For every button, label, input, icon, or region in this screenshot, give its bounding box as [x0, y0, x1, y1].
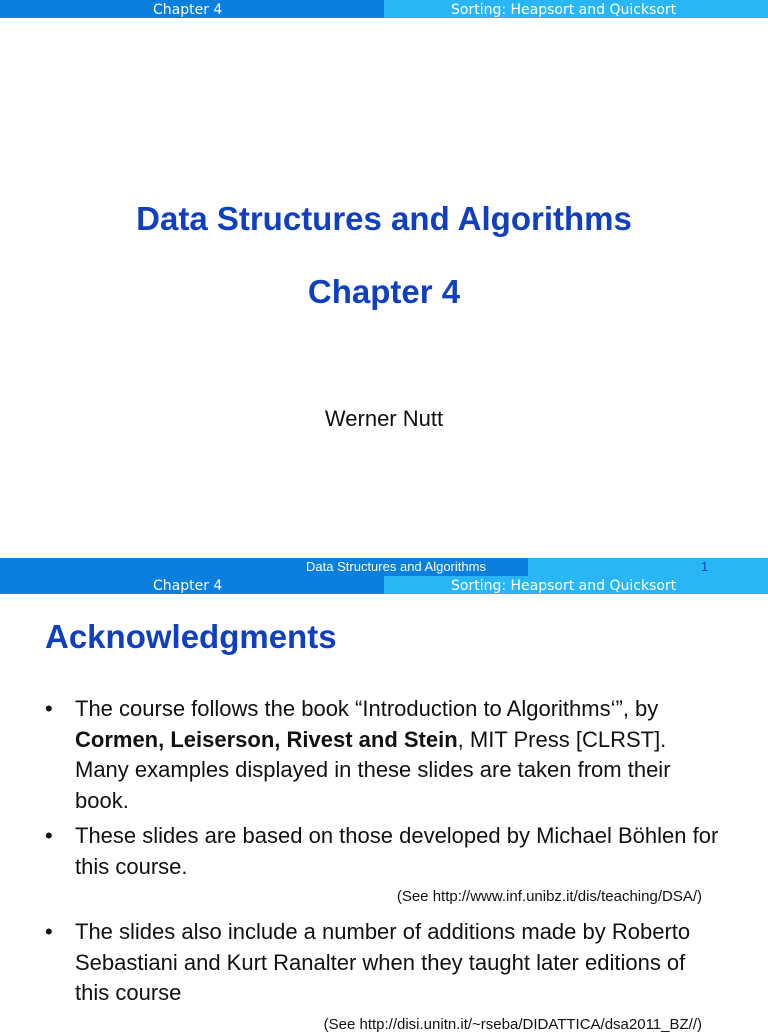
author-name: Werner Nutt	[324, 406, 444, 431]
slide-subtitle: Chapter 4	[307, 273, 461, 310]
reference-note: (See http://www.inf.unibz.it/dis/teaching/DSA/)	[396, 888, 702, 905]
header-topic: Sorting: Heapsort and Quicksort	[384, 0, 768, 18]
slide-header-bar	[0, 576, 768, 594]
bullet-icon: •	[45, 823, 53, 848]
slide-heading: Acknowledgments	[45, 618, 337, 655]
slide-header-bar	[0, 0, 768, 18]
reference-note: (See http://disi.unitn.it/~rseba/DIDATTICA/dsa2011_BZ//)	[323, 1016, 702, 1033]
bullet-icon: •	[45, 696, 53, 721]
book-authors: Cormen, Leiserson, Rivest and Stein	[75, 726, 458, 752]
bullet-text	[75, 694, 725, 816]
header-chapter: Chapter 4	[0, 0, 384, 18]
bullet-item	[45, 694, 725, 816]
footer-course-title: Data Structures and Algorithms	[264, 558, 528, 576]
slide-title: Data Structures and Algorithms	[136, 200, 632, 237]
bullet-text: The slides also include a number of additions made by Roberto Sebastiani and Kurt Ranalter when they taught later editions of this course	[75, 919, 691, 1005]
bullet-text-part: , MIT Press [CLRST]. Many examples displayed in these slides are taken from their book.	[75, 726, 671, 813]
acknowledgments-slide	[0, 576, 768, 1033]
bullet-icon: •	[45, 919, 53, 944]
bullet-text-part: The course follows the book “Introduction to Algorithms‘”, by	[75, 696, 659, 721]
header-chapter: Chapter 4	[0, 576, 384, 594]
bullet-item	[45, 917, 725, 1009]
header-topic: Sorting: Heapsort and Quicksort	[384, 576, 768, 594]
footer-left-block	[0, 558, 264, 576]
bullet-text: These slides are based on those developed by Michael Böhlen for this course.	[75, 823, 719, 879]
page-number: 1	[701, 559, 709, 574]
bullet-item	[45, 821, 725, 882]
slide-footer-bar	[0, 558, 768, 576]
footer-page-block	[528, 558, 768, 576]
